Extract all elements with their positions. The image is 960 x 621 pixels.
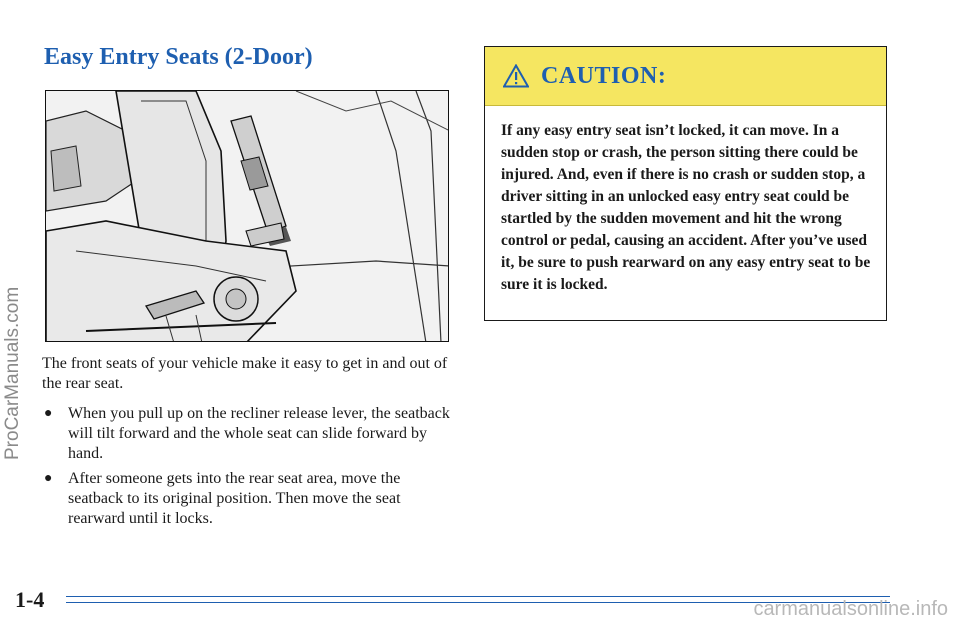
bullet-icon: ● — [44, 471, 53, 486]
footer-watermark: carmanualsonline.info — [753, 598, 948, 620]
caution-header — [485, 47, 886, 106]
caution-heading: CAUTION: — [541, 62, 667, 89]
seat-drawing — [46, 91, 449, 342]
bullet-text: After someone gets into the rear seat area, move the seatback to its original position. Then move the seat rearward until it locks. — [68, 470, 401, 527]
side-watermark: ProCarManuals.com — [2, 286, 23, 460]
page-number: 1-4 — [15, 587, 45, 612]
caution-text: If any easy entry seat isn’t locked, it can move. In a sudden stop or crash, the person sitting there could be injured. And, even if there is no crash or sudden stop, a driver sitting in an unlocked easy entry seat could be startled by the sudden movement and hit the wrong control or pedal, causing an accident. After you’ve used it, be sure to push rearward on any easy entry seat to be sure it is locked. — [501, 122, 871, 293]
intro-paragraph: The front seats of your vehicle make it easy to get in and out of the rear seat. — [42, 355, 448, 392]
bullet-item — [44, 469, 454, 529]
seat-illustration — [45, 90, 449, 342]
warning-triangle-icon — [503, 64, 529, 88]
bullet-text: When you pull up on the recliner release lever, the seatback will tilt forward and the whole seat can slide forward by hand. — [68, 405, 450, 462]
bullet-item — [44, 404, 454, 464]
section-title: Easy Entry Seats (2-Door) — [44, 44, 313, 70]
caution-box — [484, 46, 887, 321]
bullet-icon: ● — [44, 406, 53, 421]
